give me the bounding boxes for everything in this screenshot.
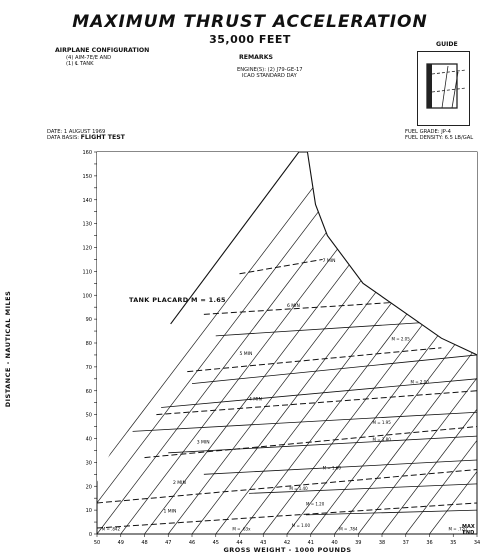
time-label: 4 MIN	[249, 397, 262, 403]
time-label: 3 MIN	[196, 440, 210, 446]
y-tick-label: 70	[85, 364, 92, 371]
config-line-1: (4) AIM-7E/E AND	[66, 55, 112, 61]
y-tick-label: 100	[82, 293, 92, 300]
mach-line	[161, 379, 477, 408]
mach-label: M = 1.60	[322, 465, 341, 471]
remarks-line-1: ENGINE(S): (2) J79-GE-17	[237, 67, 303, 73]
time-label: 1 MIN	[163, 509, 177, 515]
mach-label: M = 1.00	[291, 522, 311, 528]
time-line	[187, 348, 441, 372]
mach-label: M = 1.40	[289, 485, 308, 491]
y-tick-label: 30	[85, 460, 92, 467]
mach-label: M = 2.00	[410, 379, 429, 385]
x-tick-label: 44	[236, 540, 243, 546]
y-tick-label: 130	[82, 221, 92, 228]
x-tick-label: 45	[212, 540, 219, 546]
y-tick-label: 140	[82, 197, 92, 204]
y-tick-label: 0	[88, 532, 92, 538]
x-tick-label: 49	[117, 540, 124, 546]
data-basis-label: DATA BASIS:	[47, 135, 79, 141]
fuel-density: FUEL DENSITY: 6.5 LB/GAL	[405, 135, 474, 141]
date-line: DATE: 1 AUGUST 1969	[47, 129, 106, 135]
x-tick-label: 42	[283, 540, 291, 546]
y-tick-label: 90	[85, 317, 92, 324]
page-title: MAXIMUM THRUST ACCELERATION	[72, 12, 428, 32]
mach-label: M = .720	[448, 526, 467, 532]
fuel-grade: FUEL GRADE: JP-4	[405, 129, 451, 135]
guide-label: GUIDE	[436, 41, 458, 48]
mach-label: M = 1.95	[372, 420, 391, 426]
mach-label: M = .842	[101, 526, 121, 532]
y-axis-label: DISTANCE - NAUTICAL MILES	[4, 290, 12, 408]
x-tick-label: 40	[331, 540, 338, 546]
envelope-mask-right	[306, 143, 477, 355]
y-tick-label: 50	[85, 412, 92, 419]
time-line	[145, 427, 478, 458]
y-tick-label: 150	[82, 173, 92, 180]
x-axis-label: GROSS WEIGHT - 1000 POUNDS	[223, 546, 352, 554]
time-line	[156, 391, 477, 415]
config-heading: AIRPLANE CONFIGURATION	[55, 47, 150, 54]
x-tick-label: 43	[260, 540, 267, 546]
max-end-text: MAX END	[462, 524, 475, 536]
config-line-2: (1) ℄ TANK	[66, 61, 94, 67]
y-tick-label: 60	[85, 388, 92, 395]
mach-line	[249, 484, 477, 494]
mach-label: M = .784	[339, 526, 358, 532]
x-tick-label: 38	[378, 540, 386, 546]
mach-label: M = 1.20	[306, 501, 325, 507]
time-line	[240, 259, 323, 273]
mach-label: M = .63x	[232, 526, 251, 532]
x-tick-label: 50	[93, 540, 101, 546]
time-label: 2 MIN	[173, 480, 186, 486]
x-tick-label: 39	[355, 540, 362, 546]
x-tick-label: 34	[473, 540, 481, 546]
y-tick-label: 20	[85, 484, 92, 491]
time-label: 5 MIN	[239, 351, 253, 357]
mach-label: M = 1.80	[372, 436, 391, 442]
y-tick-label: 160	[82, 150, 92, 156]
mach-line	[168, 436, 477, 453]
x-tick-label: 46	[188, 540, 196, 546]
y-tick-label: 110	[82, 269, 92, 276]
x-tick-label: 36	[426, 540, 433, 546]
y-tick-label: 120	[82, 245, 92, 252]
remarks-line-2: ICAO STANDARD DAY	[242, 73, 297, 79]
mach-label: M = 2.05	[391, 336, 410, 342]
x-tick-label: 47	[165, 540, 172, 546]
time-label: 7 MIN	[322, 258, 336, 264]
y-tick-label: 10	[85, 508, 92, 515]
y-tick-label: 40	[85, 436, 92, 443]
x-tick-label: 48	[141, 540, 148, 546]
page-subtitle: 35,000 FEET	[209, 33, 291, 46]
y-tick-label: 80	[85, 341, 92, 347]
x-tick-label: 35	[450, 540, 457, 546]
x-tick-label: 37	[402, 540, 409, 546]
plot-lines	[50, 128, 500, 534]
data-basis-value: FLIGHT TEST	[80, 134, 125, 141]
x-tick-label: 41	[307, 540, 314, 546]
tank-placard-note: TANK PLACARD M = 1.65	[129, 296, 226, 304]
remarks-heading: REMARKS	[239, 54, 273, 61]
mach-line	[133, 412, 477, 431]
time-label: 6 MIN	[287, 304, 300, 310]
max-end-label	[462, 524, 475, 536]
